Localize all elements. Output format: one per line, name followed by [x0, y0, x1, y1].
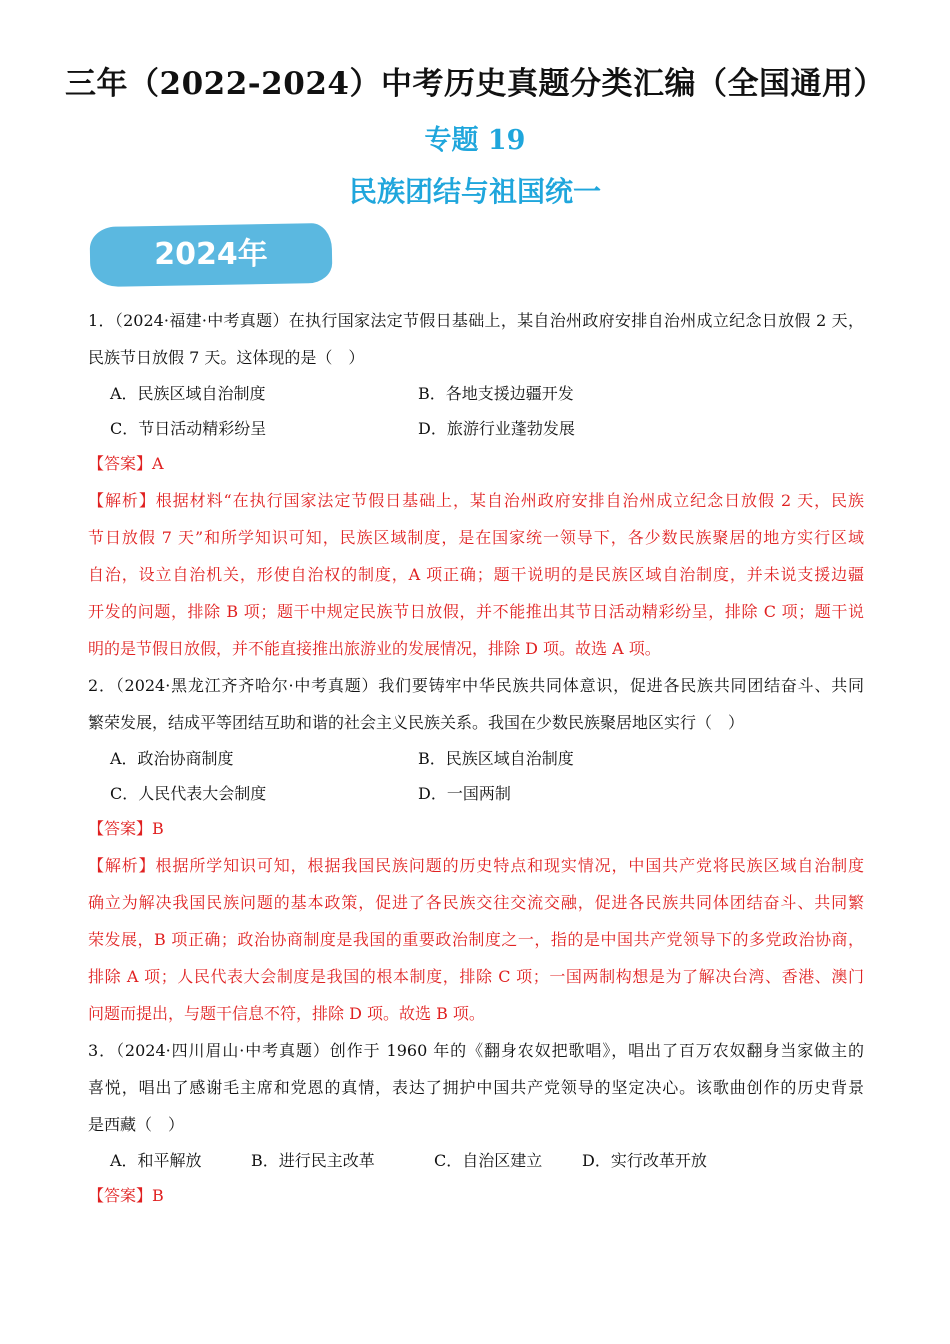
question-3: [88, 1032, 864, 1214]
question-stem-line: 3．（2024·四川眉山·中考真题）创作于 1960 年的《翻身农奴把歌唱》，唱出了百万农奴翻身当家做主的: [88, 1041, 864, 1060]
topic-number: 专题 19: [424, 125, 526, 156]
answer-label: 【答案】A: [88, 454, 164, 473]
analysis-line: 问题而提出，与题干信息不符，排除 D 项。故选 B 项。: [88, 1004, 485, 1023]
question-stem-line: 2．（2024·黑龙江齐齐哈尔·中考真题）我们要铸牢中华民族共同体意识，促进各民族共同团结奋斗、共同: [88, 676, 864, 695]
analysis-line: 开发的问题，排除 B 项；题干中规定民族节日放假，并不能推出其节日活动精彩纷呈，排除 C 项；题干说: [88, 602, 864, 621]
option-row: [88, 776, 864, 811]
analysis-line: 排除 A 项；人民代表大会制度是我国的根本制度，排除 C 项；一国两制构想是为了解决台湾、香港、澳门: [88, 967, 864, 986]
analysis-line: 确立为解决我国民族问题的基本政策，促进了各民族交往交流交融，促进各民族共同体团结奋斗、共同繁: [88, 893, 864, 912]
option-b: B．民族区域自治制度: [418, 749, 574, 768]
analysis-line: 荣发展，B 项正确；政治协商制度是我国的重要政治制度之一，指的是中国共产党领导下的多党政治协商，: [88, 930, 864, 949]
analysis-line: 【解析】根据材料“在执行国家法定节假日基础上，某自治州政府安排自治州成立纪念日放假 2 天，民族: [88, 491, 864, 510]
topic-title: 民族团结与祖国统一: [348, 175, 601, 208]
option-row: [88, 376, 864, 411]
analysis-line: 【解析】根据所学知识可知，根据我国民族问题的历史特点和现实情况，中国共产党将民族区域自治制度: [88, 856, 864, 875]
option-row: [88, 411, 864, 446]
option-c: C．自治区建立: [434, 1151, 543, 1170]
option-b: B．进行民主改革: [251, 1151, 375, 1170]
analysis-line: 自治，设立自治机关，形使自治权的制度，A 项正确；题干说明的是民族区域自治制度，并未说支援边疆: [88, 565, 864, 584]
option-d: D．实行改革开放: [582, 1151, 707, 1170]
option-row: [88, 1143, 864, 1178]
year-label: 2024年: [154, 237, 268, 272]
question-stem-line: 繁荣发展，结成平等团结互助和谐的社会主义民族关系。我国在少数民族聚居地区实行（ ）: [88, 713, 745, 732]
analysis-line: 明的是节假日放假，并不能直接推出旅游业的发展情况，排除 D 项。故选 A 项。: [88, 639, 661, 658]
question-stem-line: 是西藏（ ）: [88, 1115, 185, 1134]
question-1: [88, 302, 864, 667]
option-b: B．各地支援边疆开发: [418, 384, 574, 403]
option-c: C．节日活动精彩纷呈: [110, 419, 267, 438]
option-a: A．和平解放: [110, 1151, 202, 1170]
question-list: [88, 302, 864, 1214]
answer-label: 【答案】B: [88, 1186, 164, 1205]
document-title: 三年（2022-2024）中考历史真题分类汇编（全国通用）: [65, 66, 885, 102]
question-stem-line: 1．（2024·福建·中考真题）在执行国家法定节假日基础上，某自治州政府安排自治州成立纪念日放假 2 天，: [88, 311, 864, 330]
question-stem-line: 民族节日放假 7 天。这体现的是（ ）: [88, 348, 365, 367]
analysis-line: 节日放假 7 天”和所学知识可知，民族区域制度，是在国家统一领导下，各少数民族聚居的地方实行区域: [88, 528, 864, 547]
option-a: A．政治协商制度: [110, 749, 234, 768]
option-d: D．旅游行业蓬勃发展: [418, 419, 575, 438]
question-stem-line: 喜悦，唱出了感谢毛主席和党恩的真情，表达了拥护中国共产党领导的坚定决心。该歌曲创作的历史背景: [88, 1078, 864, 1097]
option-a: A．民族区域自治制度: [110, 384, 266, 403]
option-d: D．一国两制: [418, 784, 511, 803]
option-row: [88, 741, 864, 776]
year-badge: [89, 223, 332, 287]
answer-label: 【答案】B: [88, 819, 164, 838]
question-2: [88, 667, 864, 1032]
option-c: C．人民代表大会制度: [110, 784, 267, 803]
